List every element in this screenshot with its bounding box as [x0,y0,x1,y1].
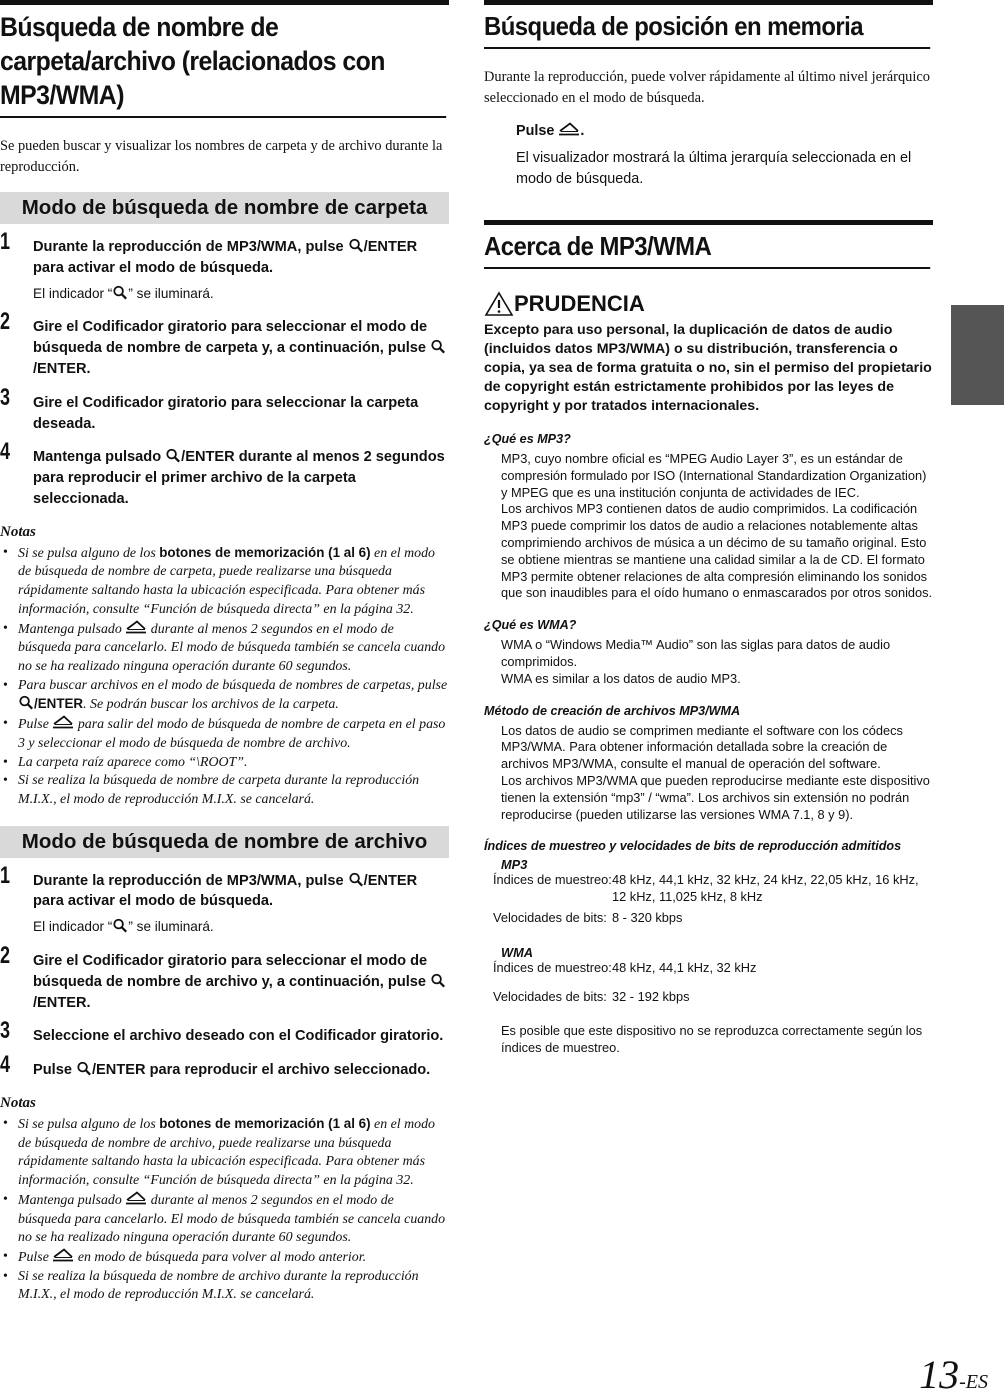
table-row: Índices de muestreo: 48 kHz, 44,1 kHz, 32 kHz, 24 kHz, 22,05 kHz, 16 kHz, 12 kHz, 11,025 kHz, 8 kHz [493,872,919,905]
folder-mode-heading: Modo de búsqueda de nombre de carpeta [0,192,449,224]
list-item: • Si se pulsa alguno de los botones de memorización (1 al 6) en el modo de búsqueda de nombre de archivo, puede realizarse una búsqueda rápidamente saltando hasta la ubicación especificada. Para obtener más información, consulte “Función de búsqueda directa” en la página 32. [0,1115,449,1191]
list-item: • Si se pulsa alguno de los botones de memorización (1 al 6) en el modo de búsqueda de nombre de carpeta, puede realizarse una búsqueda rápidamente saltando hasta la ubicación especificada. Para obtener más información, consulte “Función de búsqueda directa” en la página 32. [0,544,449,620]
table-row: Velocidades de bits: 8 - 320 kbps [493,909,683,925]
intro-text: Se pueden buscar y visualizar los nombres de carpeta y de archivo durante la reproducción. [0,138,443,175]
list-item: • Pulse en modo de búsqueda para volver al modo anterior. [0,1248,449,1268]
eject-icon [125,1191,147,1205]
list-item: • Si se realiza la búsqueda de nombre de carpeta durante la reproducción M.I.X., el modo de reproducción M.I.X. se cancelará. [0,772,449,809]
left-column [0,0,449,1305]
right-column [484,0,933,1057]
warning-icon [484,291,514,317]
folder-step-2: 2 Gire el Codificador giratorio para seleccionar el modo de búsqueda de nombre de carpeta y, a continuación, pulse /ENTER. [0,317,449,379]
question-heading: ¿Qué es MP3? [484,432,571,446]
about-title: Acerca de MP3/WMA [484,230,930,269]
caution-heading: PRUDENCIA [484,291,933,317]
memory-pulse: Pulse . [516,123,585,139]
search-icon [76,1061,92,1076]
mp3-label: MP3 [501,857,528,873]
search-icon [348,238,364,253]
notes-heading: Notas [0,1094,36,1111]
answer-text: WMA o “Windows Media™ Audio” son las siglas para datos de audio comprimidos. WMA es similar a los datos de audio MP3. [501,637,891,686]
search-icon [348,872,364,887]
eject-icon [125,620,147,634]
top-rule [0,0,449,5]
file-step-4: 4 Pulse /ENTER para reproducir el archivo seleccionado. [0,1051,431,1079]
section-tab [951,305,1004,405]
page-number: 13-ES [919,1352,988,1397]
file-step-1: 1 Durante la reproducción de MP3/WMA, pulse /ENTER para activar el modo de búsqueda. El indicador “ ” se iluminará. [0,861,418,935]
folder-notes [0,544,449,810]
list-item: • Si se realiza la búsqueda de nombre de archivo durante la reproducción M.I.X., el modo de reproducción M.I.X. se cancelará. [0,1268,449,1305]
wma-label: WMA [501,944,533,960]
search-icon [112,285,128,300]
file-step-2: 2 Gire el Codificador giratorio para seleccionar el modo de búsqueda de nombre de archivo y, a continuación, pulse /ENTER. [0,951,449,1013]
notes-heading: Notas [0,523,36,540]
file-notes [0,1115,449,1305]
search-icon [165,448,181,463]
search-icon [430,339,446,354]
list-item: • Para buscar archivos en el modo de búsqueda de nombres de carpetas, pulse /ENTER. Se podrán buscar los archivos de la carpeta. [0,677,449,715]
question-heading: Índices de muestreo y velocidades de bits de reproducción admitidos [484,839,902,854]
memory-title: Búsqueda de posición en memoria [484,10,930,49]
search-icon [430,973,446,988]
final-note: Es posible que este dispositivo no se reproduzca correctamente según los índices de muestreo. [501,1023,923,1056]
folder-step-3: 3 Gire el Codificador giratorio para seleccionar la carpeta deseada. [0,383,419,432]
table-row: Índices de muestreo: 48 kHz, 44,1 kHz, 32 kHz [493,959,757,975]
list-item: • Mantenga pulsado durante al menos 2 segundos en el modo de búsqueda para cancelarlo. El modo de búsqueda también se cancela cuando no se ha realizado ninguna operación durante 60 segundos. [0,1191,449,1248]
file-mode-heading: Modo de búsqueda de nombre de archivo [0,826,449,858]
list-item: • Pulse para salir del modo de búsqueda de nombre de carpeta en el paso 3 y seleccionar el modo de búsqueda de nombre de archivo. [0,715,449,753]
search-icon [112,918,128,933]
memory-intro: Durante la reproducción, puede volver rápidamente al último nivel jerárquico seleccionado en el modo de búsqueda. [484,69,930,106]
eject-icon [52,1248,74,1262]
question-heading: ¿Qué es WMA? [484,618,577,633]
table-row: Velocidades de bits: 32 - 192 kbps [493,988,690,1004]
caution-text: Excepto para uso personal, la duplicación de datos de audio (incluidos datos MP3/WMA) o su distribución, transferencia o copia, ya sea de forma gratuita o no, sin el permiso del propietario de copyright están estrictamente prohibidos por las leyes de copyright y por tratados internacionales. [484,322,932,414]
answer-text: Los datos de audio se comprimen mediante el software con los códecs MP3/WMA. Para obtener información detallada sobre la creación de archivos MP3/WMA, consulte el manual de operación del software. Los archivos MP3/WMA que pueden reproducirse mediante este dispositivo tienen la extensión “mp3” / “wma”. Los archivos sin extensión no podrán reproducirse (pueden utilizarse las versiones WMA 7.1, 8 y 9). [501,722,930,822]
answer-text: MP3, cuyo nombre oficial es “MPEG Audio Layer 3”, es un estándar de compresión formulado por ISO (International Standardization Organization) y MPEG que es una institución conjunta de actividades de IEC. Los archivos MP3 contienen datos de audio comprimidos. La codificación MP3 puede comprimir los datos de audio a relaciones notablemente altas comprimiendo archivos de música a un décimo de su tamaño original. Esto se obtiene mientras se mantiene una calidad similar a la de CD. El formato MP3 permite obtener relaciones de alta compresión eliminando los sonidos que son inaudibles para el oído humano o enmascarados por otros sonidos. [501,451,933,601]
memory-body: El visualizador mostrará la última jerarquía seleccionada en el modo de búsqueda. [516,150,912,187]
section-title: Búsqueda de nombre de carpeta/archivo (relacionados con MP3/WMA) [0,10,446,118]
folder-step-4: 4 Mantenga pulsado /ENTER durante al menos 2 segundos para reproducir el primer archivo de la carpeta seleccionada. [0,438,445,507]
mp3-spec-table [493,872,932,930]
list-item: • La carpeta raíz aparece como “\ROOT”. [0,754,449,773]
search-icon [18,695,34,710]
top-rule [484,220,933,225]
file-step-3: 3 Seleccione el archivo deseado con el Codificador giratorio. [0,1017,444,1045]
top-rule [484,0,933,5]
list-item: • Mantenga pulsado durante al menos 2 segundos en el modo de búsqueda para cancelarlo. El modo de búsqueda también se cancela cuando no se ha realizado ninguna operación durante 60 segundos. [0,620,449,677]
question-heading: Método de creación de archivos MP3/WMA [484,703,741,718]
wma-spec-table [493,960,932,1010]
eject-icon [558,122,580,136]
folder-step-1: 1 Durante la reproducción de MP3/WMA, pulse /ENTER para activar el modo de búsqueda. El indicador “ ” se iluminará. [0,228,418,301]
eject-icon [52,715,74,729]
